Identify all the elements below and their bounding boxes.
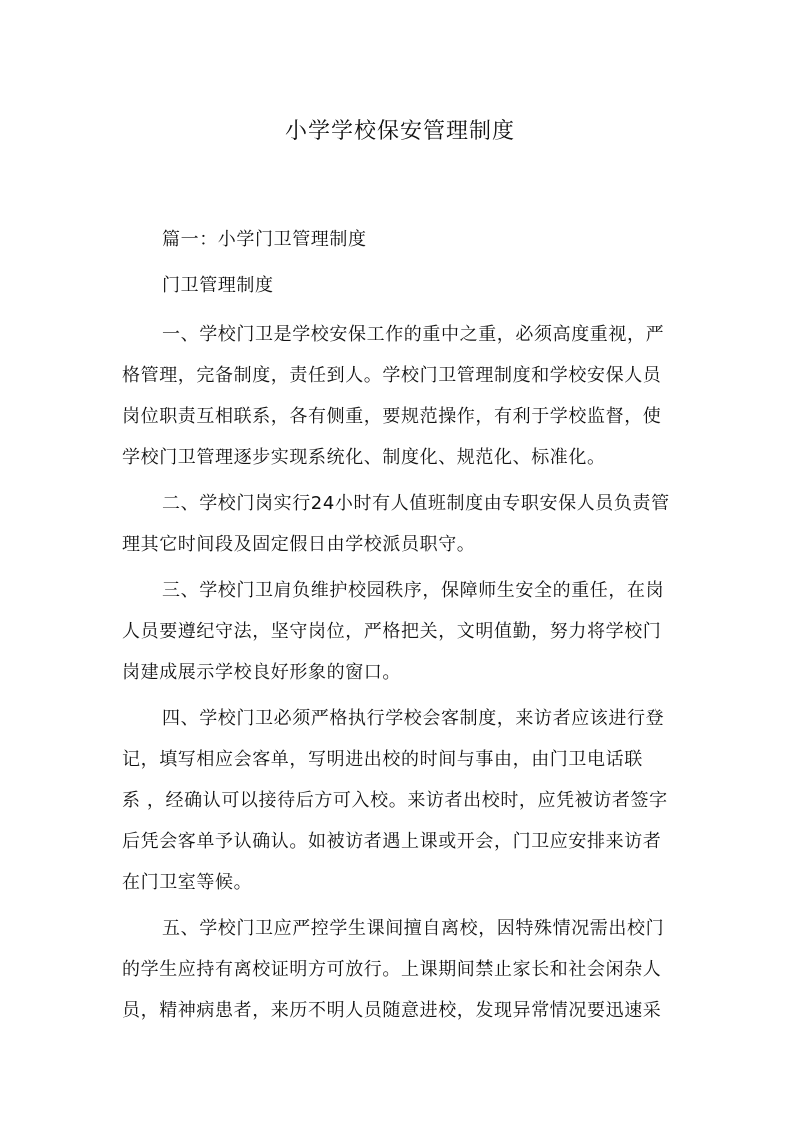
paragraph-1-line-1: 一、学校门卫是学校安保工作的重中之重，必须高度重视，严 bbox=[162, 324, 665, 345]
paragraph-5-line-3: 员，精神病患者，来历不明人员随意进校，发现异常情况要迅速采 bbox=[122, 1000, 662, 1021]
paragraph-2-line-1: 二、学校门岗实行24小时有人值班制度由专职安保人员负责管 bbox=[162, 493, 670, 514]
document-title: 小学学校保安管理制度 bbox=[284, 119, 515, 144]
paragraph-4-line-5: 在门卫室等候。 bbox=[122, 872, 253, 893]
paragraph-3-line-1: 三、学校门卫肩负维护校园秩序，保障师生安全的重任，在岗 bbox=[162, 580, 665, 601]
paragraph-4-line-3: 系 ，经确认可以接待后方可入校。来访者出校时，应凭被访者签字 bbox=[122, 790, 668, 811]
paragraph-4-line-1: 四、学校门卫必须严格执行学校会客制度，来访者应该进行登 bbox=[162, 708, 665, 729]
paragraph-3-line-2: 人员要遵纪守法，坚守岗位，严格把关，文明值勤，努力将学校门 bbox=[122, 621, 662, 642]
paragraph-1-line-2: 格管理，完备制度，责任到人。学校门卫管理制度和学校安保人员 bbox=[122, 365, 662, 386]
paragraph-1-line-3: 岗位职责互相联系，各有侧重，要规范操作，有利于学校监督，使 bbox=[122, 406, 662, 427]
paragraph-2-line-2: 理其它时间段及固定假日由学校派员职守。 bbox=[122, 534, 476, 555]
paragraph-4-line-4: 后凭会客单予认确认。如被访者遇上课或开会，门卫应安排来访者 bbox=[122, 831, 662, 852]
paragraph-3-line-3: 岗建成展示学校良好形象的窗口。 bbox=[122, 662, 401, 683]
paragraph-4-line-2: 记，填写相应会客单，写明进出校的时间与事由，由门卫电话联 bbox=[122, 749, 643, 770]
section-heading-line: 篇一：小学门卫管理制度 bbox=[162, 229, 367, 250]
subheading-line: 门卫管理制度 bbox=[162, 275, 274, 296]
paragraph-1-line-4: 学校门卫管理逐步实现系统化、制度化、规范化、标准化。 bbox=[122, 447, 606, 468]
paragraph-5-line-1: 五、学校门卫应严控学生课间擅自离校，因特殊情况需出校门 bbox=[162, 918, 665, 939]
document-body bbox=[122, 222, 678, 1029]
paragraph-5-line-2: 的学生应持有离校证明方可放行。上课期间禁止家长和社会闲杂人 bbox=[122, 959, 662, 980]
